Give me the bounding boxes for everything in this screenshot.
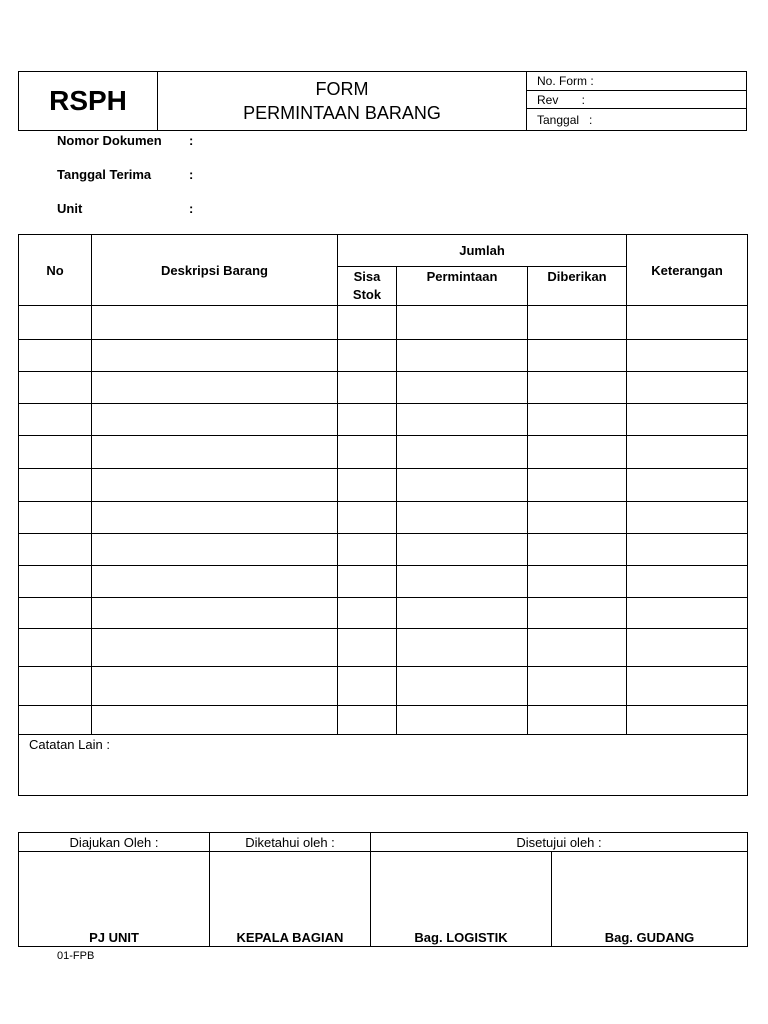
cell-no[interactable] xyxy=(19,502,92,534)
catatan-lain-label: Catatan Lain : xyxy=(29,737,110,752)
header-sisa-line1: Sisa xyxy=(353,269,381,284)
cell-no[interactable] xyxy=(19,598,92,629)
cell-permintaan[interactable] xyxy=(397,502,528,534)
cell-permintaan[interactable] xyxy=(397,667,528,706)
meta-tanggal-label: Tanggal : xyxy=(537,112,593,127)
cell-sisa-stok[interactable] xyxy=(338,306,397,340)
cell-no[interactable] xyxy=(19,436,92,469)
pj-unit-label: PJ UNIT xyxy=(89,930,139,945)
nomor-dokumen-label: Nomor Dokumen xyxy=(57,133,162,148)
items-table xyxy=(18,234,748,796)
disetujui-oleh-label: Disetujui oleh : xyxy=(371,833,748,852)
cell-diberikan[interactable] xyxy=(528,706,627,735)
cell-diberikan[interactable] xyxy=(528,372,627,404)
cell-keterangan[interactable] xyxy=(627,469,748,502)
form-title-line1: FORM xyxy=(315,79,369,99)
cell-sisa-stok[interactable] xyxy=(338,469,397,502)
cell-diberikan[interactable] xyxy=(528,502,627,534)
table-row xyxy=(19,436,748,469)
header-deskripsi: Deskripsi Barang xyxy=(92,235,338,306)
cell-no[interactable] xyxy=(19,534,92,566)
table-row xyxy=(19,629,748,667)
cell-diberikan[interactable] xyxy=(528,629,627,667)
table-row xyxy=(19,598,748,629)
cell-no[interactable] xyxy=(19,667,92,706)
cell-deskripsi[interactable] xyxy=(92,340,338,372)
cell-sisa-stok[interactable] xyxy=(338,598,397,629)
cell-no[interactable] xyxy=(19,706,92,735)
cell-no[interactable] xyxy=(19,340,92,372)
cell-keterangan[interactable] xyxy=(627,306,748,340)
cell-keterangan[interactable] xyxy=(627,534,748,566)
cell-diberikan[interactable] xyxy=(528,566,627,598)
cell-no[interactable] xyxy=(19,629,92,667)
signature-table xyxy=(18,832,748,947)
unit-colon: : xyxy=(189,201,194,216)
cell-sisa-stok[interactable] xyxy=(338,436,397,469)
table-row xyxy=(19,706,748,735)
form-title xyxy=(158,72,527,130)
diajukan-oleh-label: Diajukan Oleh : xyxy=(19,833,210,852)
cell-deskripsi[interactable] xyxy=(92,404,338,436)
table-row xyxy=(19,566,748,598)
bag-logistik-label: Bag. LOGISTIK xyxy=(414,930,508,945)
cell-diberikan[interactable] xyxy=(528,534,627,566)
meta-rev xyxy=(527,91,746,109)
cell-deskripsi[interactable] xyxy=(92,502,338,534)
cell-sisa-stok[interactable] xyxy=(338,372,397,404)
diketahui-oleh-label: Diketahui oleh : xyxy=(210,833,371,852)
signature-bag-logistik[interactable] xyxy=(371,852,552,947)
cell-keterangan[interactable] xyxy=(627,372,748,404)
cell-deskripsi[interactable] xyxy=(92,629,338,667)
cell-diberikan[interactable] xyxy=(528,598,627,629)
header-permintaan: Permintaan xyxy=(397,267,528,306)
form-code: 01-FPB xyxy=(57,950,95,962)
cell-no[interactable] xyxy=(19,404,92,436)
cell-sisa-stok[interactable] xyxy=(338,667,397,706)
catatan-lain-field[interactable] xyxy=(19,735,748,796)
cell-permintaan[interactable] xyxy=(397,372,528,404)
cell-deskripsi[interactable] xyxy=(92,566,338,598)
table-row xyxy=(19,667,748,706)
cell-keterangan[interactable] xyxy=(627,502,748,534)
table-row xyxy=(19,306,748,340)
header-no: No xyxy=(19,235,92,306)
header-diberikan: Diberikan xyxy=(528,267,627,306)
cell-permintaan[interactable] xyxy=(397,566,528,598)
cell-diberikan[interactable] xyxy=(528,306,627,340)
cell-keterangan[interactable] xyxy=(627,566,748,598)
table-row xyxy=(19,502,748,534)
cell-keterangan[interactable] xyxy=(627,629,748,667)
cell-deskripsi[interactable] xyxy=(92,598,338,629)
cell-diberikan[interactable] xyxy=(528,404,627,436)
cell-no[interactable] xyxy=(19,372,92,404)
cell-permintaan[interactable] xyxy=(397,404,528,436)
tanggal-terima-colon: : xyxy=(189,167,194,182)
meta-no-form-label: No. Form : xyxy=(537,74,594,88)
cell-sisa-stok[interactable] xyxy=(338,340,397,372)
cell-diberikan[interactable] xyxy=(528,340,627,372)
cell-keterangan[interactable] xyxy=(627,706,748,735)
cell-sisa-stok[interactable] xyxy=(338,706,397,735)
meta-no-form xyxy=(527,72,746,91)
cell-keterangan[interactable] xyxy=(627,404,748,436)
cell-permintaan[interactable] xyxy=(397,706,528,735)
cell-permintaan[interactable] xyxy=(397,534,528,566)
cell-deskripsi[interactable] xyxy=(92,706,338,735)
form-title-line2: PERMINTAAN BARANG xyxy=(243,103,441,123)
cell-sisa-stok[interactable] xyxy=(338,502,397,534)
signature-kepala-bagian[interactable] xyxy=(210,852,371,947)
cell-permintaan[interactable] xyxy=(397,306,528,340)
cell-diberikan[interactable] xyxy=(528,469,627,502)
cell-sisa-stok[interactable] xyxy=(338,629,397,667)
cell-keterangan[interactable] xyxy=(627,436,748,469)
cell-deskripsi[interactable] xyxy=(92,667,338,706)
cell-no[interactable] xyxy=(19,469,92,502)
signature-pj-unit[interactable] xyxy=(19,852,210,947)
cell-sisa-stok[interactable] xyxy=(338,534,397,566)
cell-keterangan[interactable] xyxy=(627,340,748,372)
table-row xyxy=(19,404,748,436)
nomor-dokumen-colon: : xyxy=(189,133,194,148)
table-row xyxy=(19,469,748,502)
header-jumlah: Jumlah xyxy=(338,235,627,267)
cell-permintaan[interactable] xyxy=(397,629,528,667)
kepala-bagian-label: KEPALA BAGIAN xyxy=(236,930,344,945)
cell-keterangan[interactable] xyxy=(627,667,748,706)
cell-deskripsi[interactable] xyxy=(92,469,338,502)
meta-tanggal xyxy=(527,109,746,130)
cell-no[interactable] xyxy=(19,306,92,340)
cell-permintaan[interactable] xyxy=(397,340,528,372)
signature-bag-gudang[interactable] xyxy=(552,852,748,947)
form-header xyxy=(18,71,747,131)
cell-sisa-stok[interactable] xyxy=(338,566,397,598)
header-sisa-stok xyxy=(338,267,397,306)
cell-sisa-stok[interactable] xyxy=(338,404,397,436)
cell-no[interactable] xyxy=(19,566,92,598)
cell-deskripsi[interactable] xyxy=(92,534,338,566)
cell-permintaan[interactable] xyxy=(397,436,528,469)
cell-keterangan[interactable] xyxy=(627,598,748,629)
header-keterangan: Keterangan xyxy=(627,235,748,306)
cell-deskripsi[interactable] xyxy=(92,372,338,404)
tanggal-terima-label: Tanggal Terima xyxy=(57,167,152,182)
form-meta xyxy=(527,72,746,130)
cell-permintaan[interactable] xyxy=(397,598,528,629)
table-row xyxy=(19,534,748,566)
bag-gudang-label: Bag. GUDANG xyxy=(604,930,695,945)
logo-text: RSPH xyxy=(19,72,158,130)
table-row xyxy=(19,340,748,372)
unit-label: Unit xyxy=(57,201,83,216)
cell-deskripsi[interactable] xyxy=(92,436,338,469)
cell-diberikan[interactable] xyxy=(528,667,627,706)
cell-diberikan[interactable] xyxy=(528,436,627,469)
header-stok-line2: Stok xyxy=(352,287,382,302)
cell-permintaan[interactable] xyxy=(397,469,528,502)
table-row xyxy=(19,372,748,404)
meta-rev-label: Rev : xyxy=(537,92,586,107)
cell-deskripsi[interactable] xyxy=(92,306,338,340)
